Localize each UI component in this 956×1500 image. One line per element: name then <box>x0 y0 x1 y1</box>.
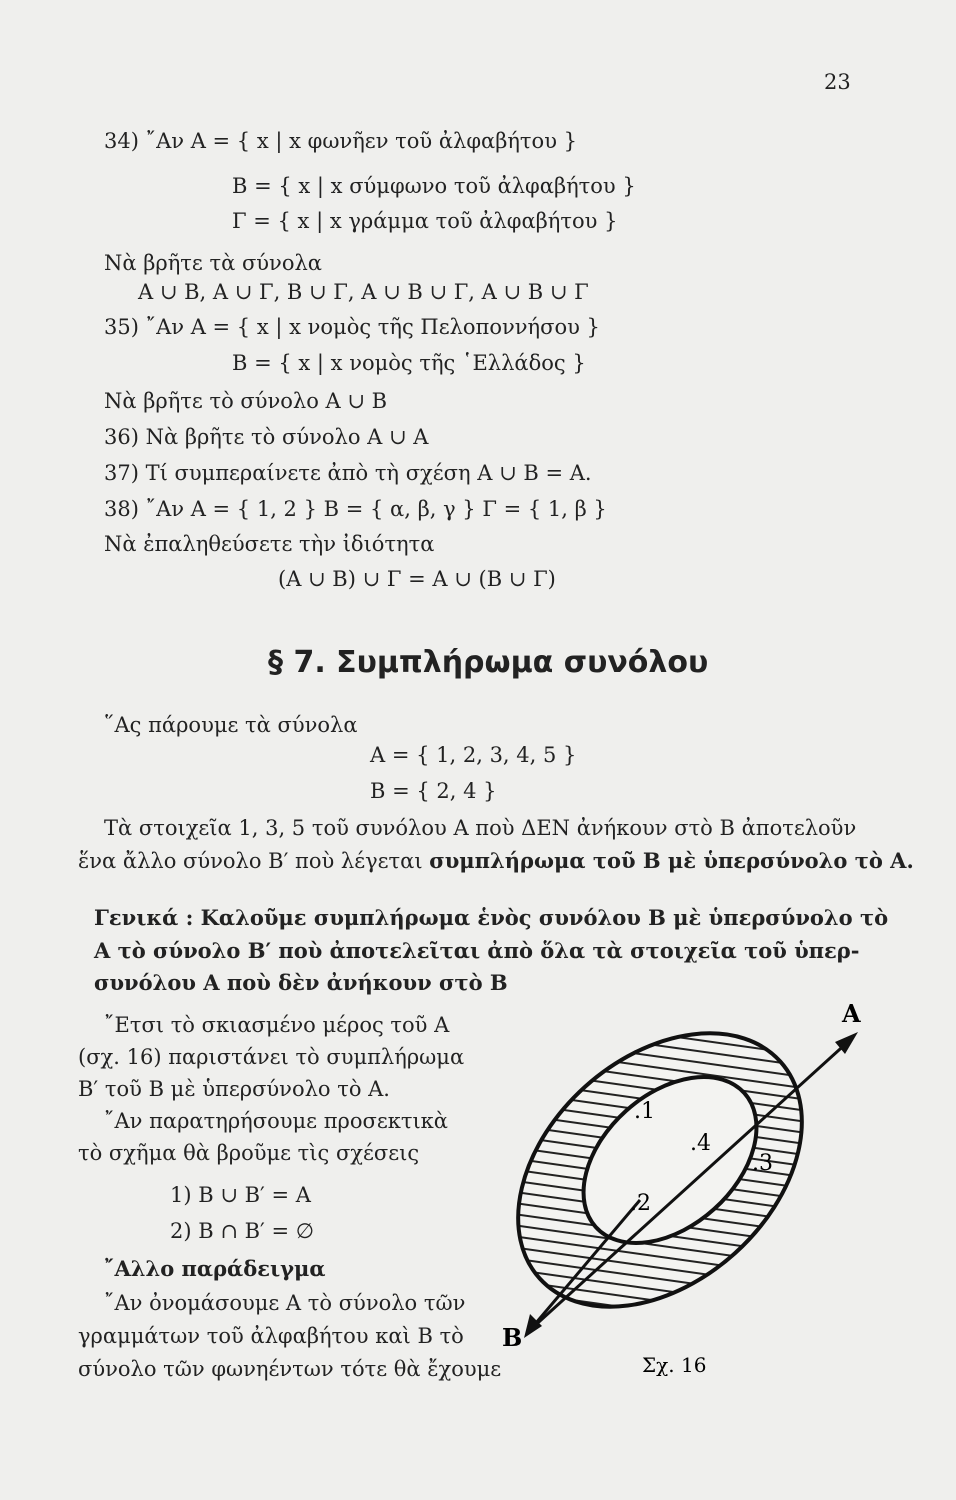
point-1: .1 <box>634 1099 655 1124</box>
para-line2 <box>78 848 914 874</box>
ex34-line2: Β = { x | x σύμφωνο τοῦ ἀλφαβήτου } <box>232 174 636 198</box>
page-number: 23 <box>824 70 851 94</box>
text-line5: τὸ σχῆμα θὰ βροῦμε τὶς σχέσεις <box>78 1141 420 1165</box>
general-line3: συνόλου Α ποὺ δὲν ἀνήκουν στὸ Β <box>94 970 508 995</box>
para-line2-plain: ἕνα ἄλλο σύνολο Β′ ποὺ λέγεται <box>78 849 430 873</box>
text-line2: (σχ. 16) παριστάνει τὸ συμπλήρωμα <box>78 1045 465 1069</box>
ex35-line2: Β = { x | x νομὸς τῆς ῾Ελλάδος } <box>232 351 586 375</box>
label-a: A <box>842 1000 861 1028</box>
figure-16 <box>490 1000 890 1400</box>
relation-2: 2) Β ∩ Β′ = ∅ <box>170 1219 315 1243</box>
general-line2: Α τὸ σύνολο Β′ ποὺ ἀποτελεῖται ἀπὸ ὅλα τὰ στοιχεῖα τοῦ ὑπερ- <box>94 938 860 963</box>
ex38-line2: Νὰ ἐπαληθεύσετε τὴν ἰδιότητα <box>104 532 435 556</box>
text-line3: Β′ τοῦ Β μὲ ὑπερσύνολο τὸ Α. <box>78 1077 390 1101</box>
ex38-line3: (Α ∪ Β) ∪ Γ = Α ∪ (Β ∪ Γ) <box>278 567 556 591</box>
ex35-line3: Νὰ βρῆτε τὸ σύνολο Α ∪ Β <box>104 389 388 413</box>
figure-caption: Σχ. 16 <box>642 1353 707 1377</box>
ex34-line3: Γ = { x | x γράμμα τοῦ ἀλφαβήτου } <box>232 209 618 233</box>
ex34-line4: Νὰ βρῆτε τὰ σύνολα <box>104 251 322 275</box>
section-intro: ῞Ας πάρουμε τὰ σύνολα <box>104 713 358 737</box>
text-line4: ῎Αν παρατηρήσουμε προσεκτικὰ <box>104 1109 448 1133</box>
ex36: 36) Νὰ βρῆτε τὸ σύνολο Α ∪ Α <box>104 425 429 449</box>
para-line1: Τὰ στοιχεῖα 1, 3, 5 τοῦ συνόλου Α ποὺ ΔΕΝ ἀνήκουν στὸ Β ἀποτελοῦν <box>104 816 857 840</box>
general-line1: Γενικά : Καλοῦμε συμπλήρωμα ἑνὸς συνόλου Β μὲ ὑπερσύνολο τὸ <box>94 905 889 930</box>
set-a: Α = { 1, 2, 3, 4, 5 } <box>370 743 577 767</box>
para-line2-bold: συμπλήρωμα τοῦ Β μὲ ὑπερσύνολο τὸ Α. <box>429 848 914 873</box>
ex35-line1: 35) ῎Αν Α = { x | x νομὸς τῆς Πελοποννήσου } <box>104 315 600 339</box>
other-line2: γραμμάτων τοῦ ἀλφαβήτου καὶ Β τὸ <box>78 1324 464 1348</box>
point-4: .4 <box>690 1131 711 1156</box>
label-b: B <box>502 1323 523 1352</box>
ex34-line1: 34) ῎Αν Α = { x | x φωνῆεν τοῦ ἀλφαβήτου } <box>104 129 577 153</box>
point-3: .3 <box>752 1151 773 1176</box>
ex34-unions: Α ∪ Β, Α ∪ Γ, Β ∪ Γ, Α ∪ Β ∪ Γ, Α ∪ Β ∪ Γ <box>138 280 589 304</box>
section-title: § 7. Συμπλήρωμα συνόλου <box>268 645 709 680</box>
text-line1: ῎Ετσι τὸ σκιασμένο μέρος τοῦ Α <box>104 1013 450 1037</box>
point-2: .2 <box>630 1191 651 1216</box>
ex37: 37) Τί συμπεραίνετε ἀπὸ τὴ σχέση Α ∪ Β = Α. <box>104 461 592 485</box>
ex38-line1: 38) ῎Αν Α = { 1, 2 } Β = { α, β, γ } Γ = { 1, β } <box>104 497 607 521</box>
relation-1: 1) Β ∪ Β′ = Α <box>170 1183 311 1207</box>
other-line1: ῎Αν ὀνομάσουμε Α τὸ σύνολο τῶν <box>104 1291 466 1315</box>
other-line3: σύνολο τῶν φωνηέντων τότε θὰ ἔχουμε <box>78 1357 502 1381</box>
set-b: Β = { 2, 4 } <box>370 779 497 803</box>
other-example-title: ῎Αλλο παράδειγμα <box>104 1256 326 1281</box>
